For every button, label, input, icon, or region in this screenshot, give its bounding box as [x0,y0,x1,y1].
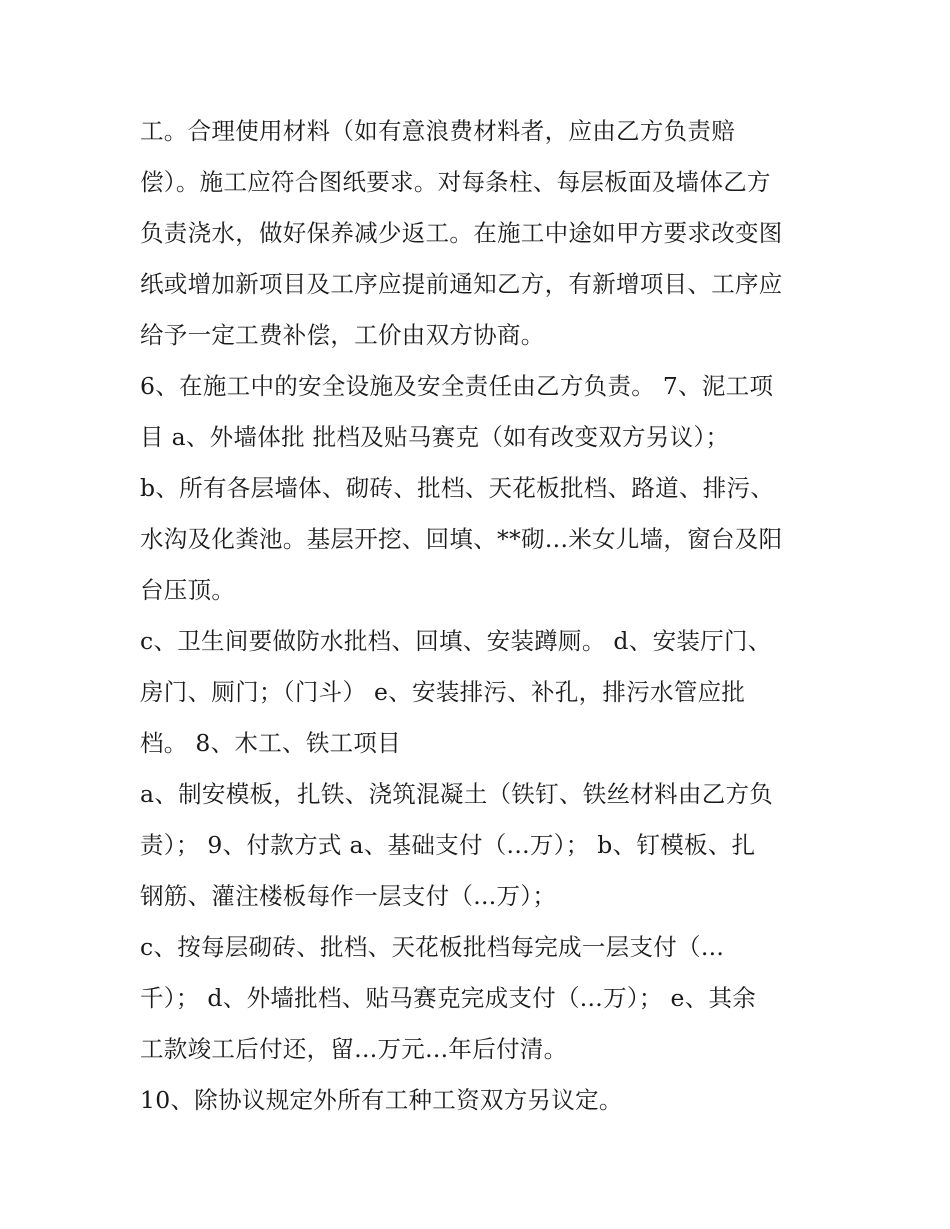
text-line-14: a、制安模板，扎铁、浇筑混凝土（铁钉、铁丝材料由乙方负 [140,780,774,808]
text-line-20: 10、除协议规定外所有工种工资双方另议定。 [140,1086,623,1114]
text-line-19: 工款竣工后付还，留...万元...年后付清。 [140,1035,568,1063]
text-line-16: 钢筋、灌注楼板每作一层支付（...万）； [140,882,557,910]
text-line-6: 6、在施工中的安全设施及安全责任由乙方负责。 7、泥工项 [140,372,774,400]
text-line-15: 责）； 9、付款方式 a、基础支付（...万）； b、钉模板、扎 [140,831,756,859]
text-line-3: 负责浇水，做好保养减少返工。在施工中途如甲方要求改变图 [140,219,783,247]
text-line-8: b、所有各层墙体、砌砖、批档、天花板批档、路道、排污、 [140,474,775,502]
text-line-1: 工。合理使用材料（如有意浪费材料者，应由乙方负责赔 [140,117,735,145]
text-line-7: 目 a、外墙体批 批档及贴马赛克（如有改变双方另议）； [140,423,730,451]
text-line-5: 给予一定工费补偿，工价由双方协商。 [140,321,545,349]
text-line-11: c、卫生间要做防水批档、回填、安装蹲厕。 d、安装厅门、 [140,627,772,655]
text-line-2: 偿）。施工应符合图纸要求。对每条柱、每层板面及墙体乙方 [140,168,771,196]
text-line-13: 档。 8、木工、铁工项目 [140,729,402,757]
contract-text-block [140,106,830,1126]
text-line-17: c、按每层砌砖、批档、天花板批档每完成一层支付（... [140,933,725,961]
text-line-12: 房门、厕门；（门斗） e、安装排污、补孔，排污水管应批 [140,678,746,706]
text-line-18: 千）； d、外墙批档、贴马赛克完成支付（...万）； e、其余 [140,984,757,1012]
text-line-9: 水沟及化粪池。基层开挖、回填、**砌...米女儿墙，窗台及阳 [140,525,783,553]
text-line-10: 台压顶。 [140,576,236,604]
text-line-4: 纸或增加新项目及工序应提前通知乙方，有新增项目、工序应 [140,270,783,298]
